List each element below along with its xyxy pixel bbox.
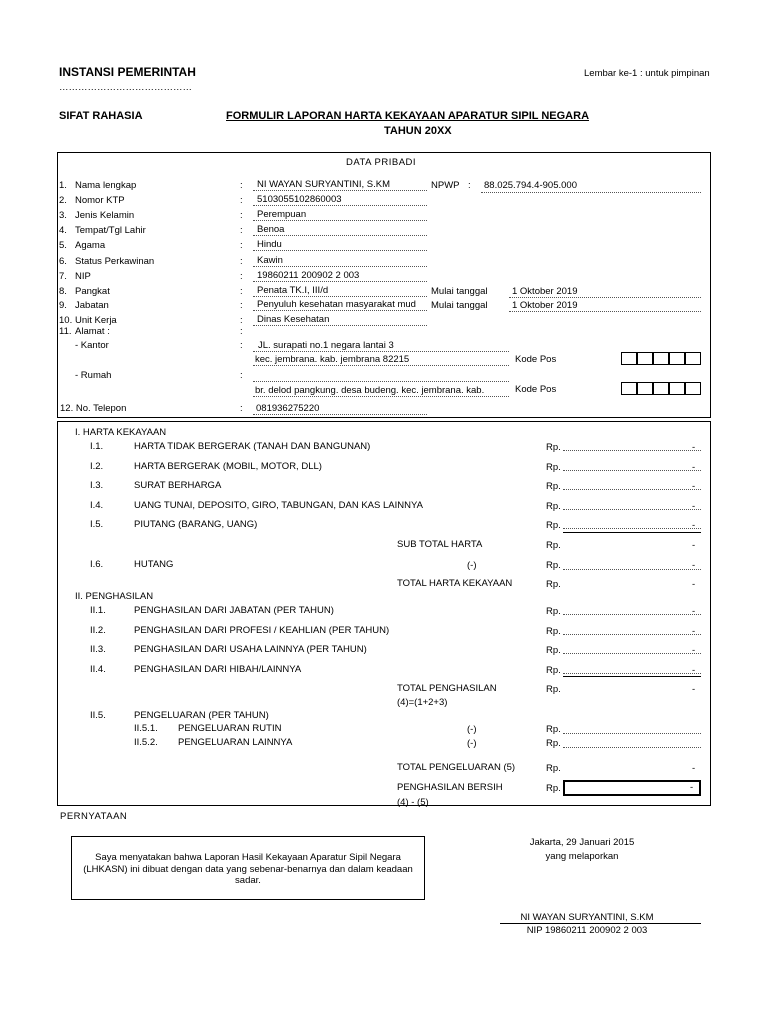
harta-item-code: I.1. [90, 441, 104, 452]
penghasilan-item-label: PENGHASILAN DARI USAHA LAINNYA (PER TAHUN) [134, 644, 367, 655]
place-date: Jakarta, 29 Januari 2015 [529, 837, 635, 848]
pribadi-row-number: 6. [59, 256, 67, 267]
lainnya-label: PENGELUARAN LAINNYA [178, 737, 293, 748]
harta-item-line [563, 450, 701, 451]
pribadi-row-line [253, 325, 427, 326]
rumah-line1-rule [253, 381, 509, 382]
pernyataan-line2: (LHKASN) ini dibuat dengan data yang sebenar-benarnya dan dalam keadaan [83, 864, 413, 875]
harta-item-label: UANG TUNAI, DEPOSITO, GIRO, TABUNGAN, DAN KAS LAINNYA [134, 500, 423, 511]
penghasilan-bersih-value: - [690, 782, 694, 793]
penghasilan-item-rp: Rp. [546, 665, 561, 676]
harta-item-line [563, 489, 701, 490]
penghasilan-item-value: - [692, 606, 696, 617]
pangkat-mulai-label: Mulai tanggal [431, 286, 488, 297]
pribadi-row-label: Alamat : [75, 326, 110, 337]
hutang-rp: Rp. [546, 560, 561, 571]
lainnya-rp: Rp. [546, 738, 561, 749]
harta-item-line [563, 470, 701, 471]
pribadi-row-line [253, 281, 427, 282]
penghasilan-item-line [563, 614, 701, 615]
pribadi-row-line [253, 205, 427, 206]
pribadi-row-label: Nomor KTP [75, 195, 125, 206]
total-penghasilan-value: - [692, 684, 696, 695]
penghasilan-item-code: II.4. [90, 664, 106, 675]
total-penghasilan-rp: Rp. [546, 684, 561, 695]
pribadi-row-colon: : [240, 180, 243, 191]
pribadi-row-label: NIP [75, 271, 91, 282]
form-year: TAHUN 20XX [384, 125, 452, 137]
pribadi-row-number: 5. [59, 240, 67, 251]
total-pengeluaran-label: TOTAL PENGELUARAN (5) [397, 762, 516, 773]
npwp-colon: : [468, 180, 471, 191]
npwp-label: NPWP [431, 180, 460, 191]
harta-item-value: - [692, 520, 696, 531]
jabatan-mulai-value: 1 Oktober 2019 [512, 300, 578, 311]
rutin-code: II.5.1. [134, 723, 158, 734]
pribadi-row-label: Unit Kerja [75, 315, 117, 326]
pribadi-row-number: 4. [59, 225, 67, 236]
kantor-line2: kec. jembrana. kab. jembrana 82215 [255, 354, 410, 365]
hutang-code: I.6. [90, 559, 104, 570]
penghasilan-item-rp: Rp. [546, 626, 561, 637]
harta-item-value: - [692, 442, 696, 453]
penghasilan-item-line [563, 653, 701, 654]
hutang-label: HUTANG [134, 559, 174, 570]
pribadi-row-colon: : [240, 210, 243, 221]
harta-item-label: SURAT BERHARGA [134, 480, 222, 491]
total-penghasilan-rule [563, 676, 701, 677]
pribadi-row-colon: : [240, 315, 243, 326]
subtotal-rule [563, 532, 701, 533]
data-pribadi-title: DATA PRIBADI [346, 157, 417, 168]
kode-pos-cell [621, 352, 637, 365]
kode-pos-cell [653, 382, 669, 395]
form-title: FORMULIR LAPORAN HARTA KEKAYAAN APARATUR SIPIL NEGARA [226, 110, 590, 122]
signatory-nip: NIP 19860211 200902 2 003 [526, 925, 648, 936]
pribadi-row-number: 7. [59, 271, 67, 282]
kantor-line1-rule [253, 351, 509, 352]
pribadi-row-number: 2. [59, 195, 67, 206]
jabatan-mulai-label: Mulai tanggal [431, 300, 488, 311]
instansi-title: INSTANSI PEMERINTAH [59, 65, 196, 79]
kode-pos-cell [621, 382, 637, 395]
lembar-note: Lembar ke-1 : untuk pimpinan [584, 68, 710, 79]
total-harta-label: TOTAL HARTA KEKAYAAN [397, 578, 513, 589]
kantor-label: - Kantor [75, 340, 109, 351]
harta-item-rp: Rp. [546, 442, 561, 453]
subtotal-value: - [692, 540, 696, 551]
kode-pos-cell [669, 382, 685, 395]
pribadi-row-colon: : [240, 271, 243, 282]
jabatan-mulai-line [509, 311, 701, 312]
rumah-kode-pos-label: Kode Pos [515, 384, 557, 395]
pribadi-row-colon: : [240, 300, 243, 311]
subtotal-rp: Rp. [546, 540, 561, 551]
kode-pos-cell [685, 352, 701, 365]
harta-item-rp: Rp. [546, 462, 561, 473]
harta-item-rp: Rp. [546, 481, 561, 492]
pernyataan-line3: sadar. [235, 875, 261, 886]
pribadi-row-colon: : [240, 326, 243, 337]
total-pengeluaran-value: - [692, 763, 696, 774]
telepon-line [253, 414, 427, 415]
penghasilan-bersih-rp: Rp. [546, 783, 561, 794]
penghasilan-item-label: PENGHASILAN DARI PROFESI / KEAHLIAN (PER TAHUN) [134, 625, 390, 636]
kode-pos-cell [669, 352, 685, 365]
pribadi-row-value: NI WAYAN SURYANTINI, S.KM [257, 179, 391, 190]
pribadi-row-line [253, 310, 427, 311]
pribadi-row-value: 19860211 200902 2 003 [257, 270, 360, 281]
pengeluaran-label: PENGELUARAN (PER TAHUN) [134, 710, 269, 721]
penghasilan-item-value: - [692, 645, 696, 656]
harta-item-code: I.3. [90, 480, 104, 491]
pribadi-row-value: Benoa [257, 224, 285, 235]
pribadi-row-value: Perempuan [257, 209, 307, 220]
lainnya-line [563, 747, 701, 748]
kode-pos-cell [637, 382, 653, 395]
harta-item-value: - [692, 481, 696, 492]
kantor-colon: : [240, 340, 243, 351]
penghasilan-item-code: II.3. [90, 644, 106, 655]
pangkat-mulai-value: 1 Oktober 2019 [512, 286, 578, 297]
pribadi-row-line [253, 266, 427, 267]
hutang-line [563, 569, 701, 570]
rumah-line2-rule [253, 396, 509, 397]
total-harta-rp: Rp. [546, 579, 561, 590]
pribadi-row-number: 11. [59, 326, 72, 337]
penghasilan-bersih-label: PENGHASILAN BERSIH [397, 782, 503, 793]
signatory-name: NI WAYAN SURYANTINI, S.KM [520, 912, 654, 923]
pribadi-row-value: Penyuluh kesehatan masyarakat mud [257, 299, 416, 310]
pribadi-row-label: Agama [75, 240, 106, 251]
penghasilan-item-label: PENGHASILAN DARI HIBAH/LAINNYA [134, 664, 302, 675]
hutang-value: - [692, 560, 696, 571]
pribadi-row-colon: : [240, 286, 243, 297]
pribadi-row-label: Jabatan [75, 300, 109, 311]
telepon-value: 081936275220 [256, 403, 320, 414]
penghasilan-bersih-formula: (4) - (5) [397, 797, 429, 808]
pelapor-label: yang melaporkan [545, 851, 619, 862]
pribadi-row-number: 8. [59, 286, 67, 297]
signature-line [500, 923, 701, 924]
penghasilan-item-line [563, 634, 701, 635]
rumah-label: - Rumah [75, 370, 112, 381]
lainnya-minus: (-) [467, 738, 477, 749]
kode-pos-cell [653, 352, 669, 365]
pribadi-row-colon: : [240, 225, 243, 236]
total-penghasilan-label: TOTAL PENGHASILAN [397, 683, 497, 694]
penghasilan-item-code: II.1. [90, 605, 106, 616]
telepon-label: 12. No. Telepon [60, 403, 127, 414]
kantor-kode-pos-label: Kode Pos [515, 354, 557, 365]
penghasilan-item-label: PENGHASILAN DARI JABATAN (PER TAHUN) [134, 605, 334, 616]
harta-item-rp: Rp. [546, 501, 561, 512]
rutin-minus: (-) [467, 724, 477, 735]
harta-item-code: I.5. [90, 519, 104, 530]
harta-item-label: PIUTANG (BARANG, UANG) [134, 519, 258, 530]
npwp-line [481, 192, 701, 193]
total-penghasilan-formula: (4)=(1+2+3) [397, 697, 448, 708]
harta-item-label: HARTA BERGERAK (MOBIL, MOTOR, DLL) [134, 461, 322, 472]
pribadi-row-number: 9. [59, 300, 67, 311]
harta-item-value: - [692, 501, 696, 512]
pribadi-row-number: 3. [59, 210, 67, 221]
harta-section-title: I. HARTA KEKAYAAN [75, 427, 167, 438]
npwp-value: 88.025.794.4-905.000 [484, 180, 577, 191]
harta-item-label: HARTA TIDAK BERGERAK (TANAH DAN BANGUNAN) [134, 441, 371, 452]
penghasilan-item-line [563, 673, 701, 674]
harta-item-rp: Rp. [546, 520, 561, 531]
pribadi-row-number: 1. [59, 180, 67, 191]
rumah-colon: : [240, 370, 243, 381]
pribadi-row-label: Tempat/Tgl Lahir [75, 225, 146, 236]
pribadi-row-value: Penata TK.I, III/d [257, 285, 329, 296]
kode-pos-cell [637, 352, 653, 365]
rutin-rp: Rp. [546, 724, 561, 735]
telepon-colon: : [240, 403, 243, 414]
pribadi-row-line [253, 190, 427, 191]
subtotal-label: SUB TOTAL HARTA [397, 539, 483, 550]
kantor-line1: JL. surapati no.1 negara lantai 3 [258, 340, 394, 351]
penghasilan-item-value: - [692, 665, 696, 676]
penghasilan-item-rp: Rp. [546, 645, 561, 656]
penghasilan-bersih-box [563, 780, 701, 796]
pangkat-mulai-line [509, 297, 701, 298]
pribadi-row-label: Nama lengkap [75, 180, 137, 191]
lainnya-code: II.5.2. [134, 737, 158, 748]
harta-item-code: I.2. [90, 461, 104, 472]
kode-pos-cell [685, 382, 701, 395]
pribadi-row-number: 10. [59, 315, 73, 326]
kantor-line2-rule [253, 365, 509, 366]
pribadi-row-line [253, 296, 427, 297]
rutin-label: PENGELUARAN RUTIN [178, 723, 282, 734]
pribadi-row-value: Dinas Kesehatan [257, 314, 330, 325]
rutin-line [563, 733, 701, 734]
penghasilan-section-title: II. PENGHASILAN [75, 591, 154, 602]
pribadi-row-value: 5103055102860003 [257, 194, 342, 205]
pernyataan-title: PERNYATAAN [60, 811, 128, 822]
penghasilan-item-rp: Rp. [546, 606, 561, 617]
total-pengeluaran-rp: Rp. [546, 763, 561, 774]
pribadi-row-label: Jenis Kelamin [75, 210, 135, 221]
pribadi-row-line [253, 250, 427, 251]
penghasilan-item-code: II.2. [90, 625, 106, 636]
instansi-dots: …………………………………… [59, 82, 192, 93]
sifat-rahasia: SIFAT RAHASIA [59, 110, 143, 122]
pribadi-row-value: Hindu [257, 239, 282, 250]
pribadi-row-line [253, 220, 427, 221]
hutang-minus: (-) [467, 560, 477, 571]
pribadi-row-colon: : [240, 240, 243, 251]
pribadi-row-colon: : [240, 195, 243, 206]
pengeluaran-code: II.5. [90, 710, 106, 721]
pribadi-row-colon: : [240, 256, 243, 267]
harta-item-line [563, 509, 701, 510]
harta-item-code: I.4. [90, 500, 104, 511]
pernyataan-line1: Saya menyatakan bahwa Laporan Hasil Kekayaan Aparatur Sipil Negara [95, 852, 401, 863]
rumah-line2: br. delod pangkung. desa budeng. kec. jembrana. kab. [255, 385, 485, 396]
pribadi-row-label: Status Perkawinan [75, 256, 155, 267]
harta-item-value: - [692, 462, 696, 473]
penghasilan-item-value: - [692, 626, 696, 637]
pribadi-row-line [253, 235, 427, 236]
harta-item-line [563, 528, 701, 529]
pribadi-row-label: Pangkat [75, 286, 110, 297]
total-harta-value: - [692, 579, 696, 590]
pribadi-row-value: Kawin [257, 255, 283, 266]
